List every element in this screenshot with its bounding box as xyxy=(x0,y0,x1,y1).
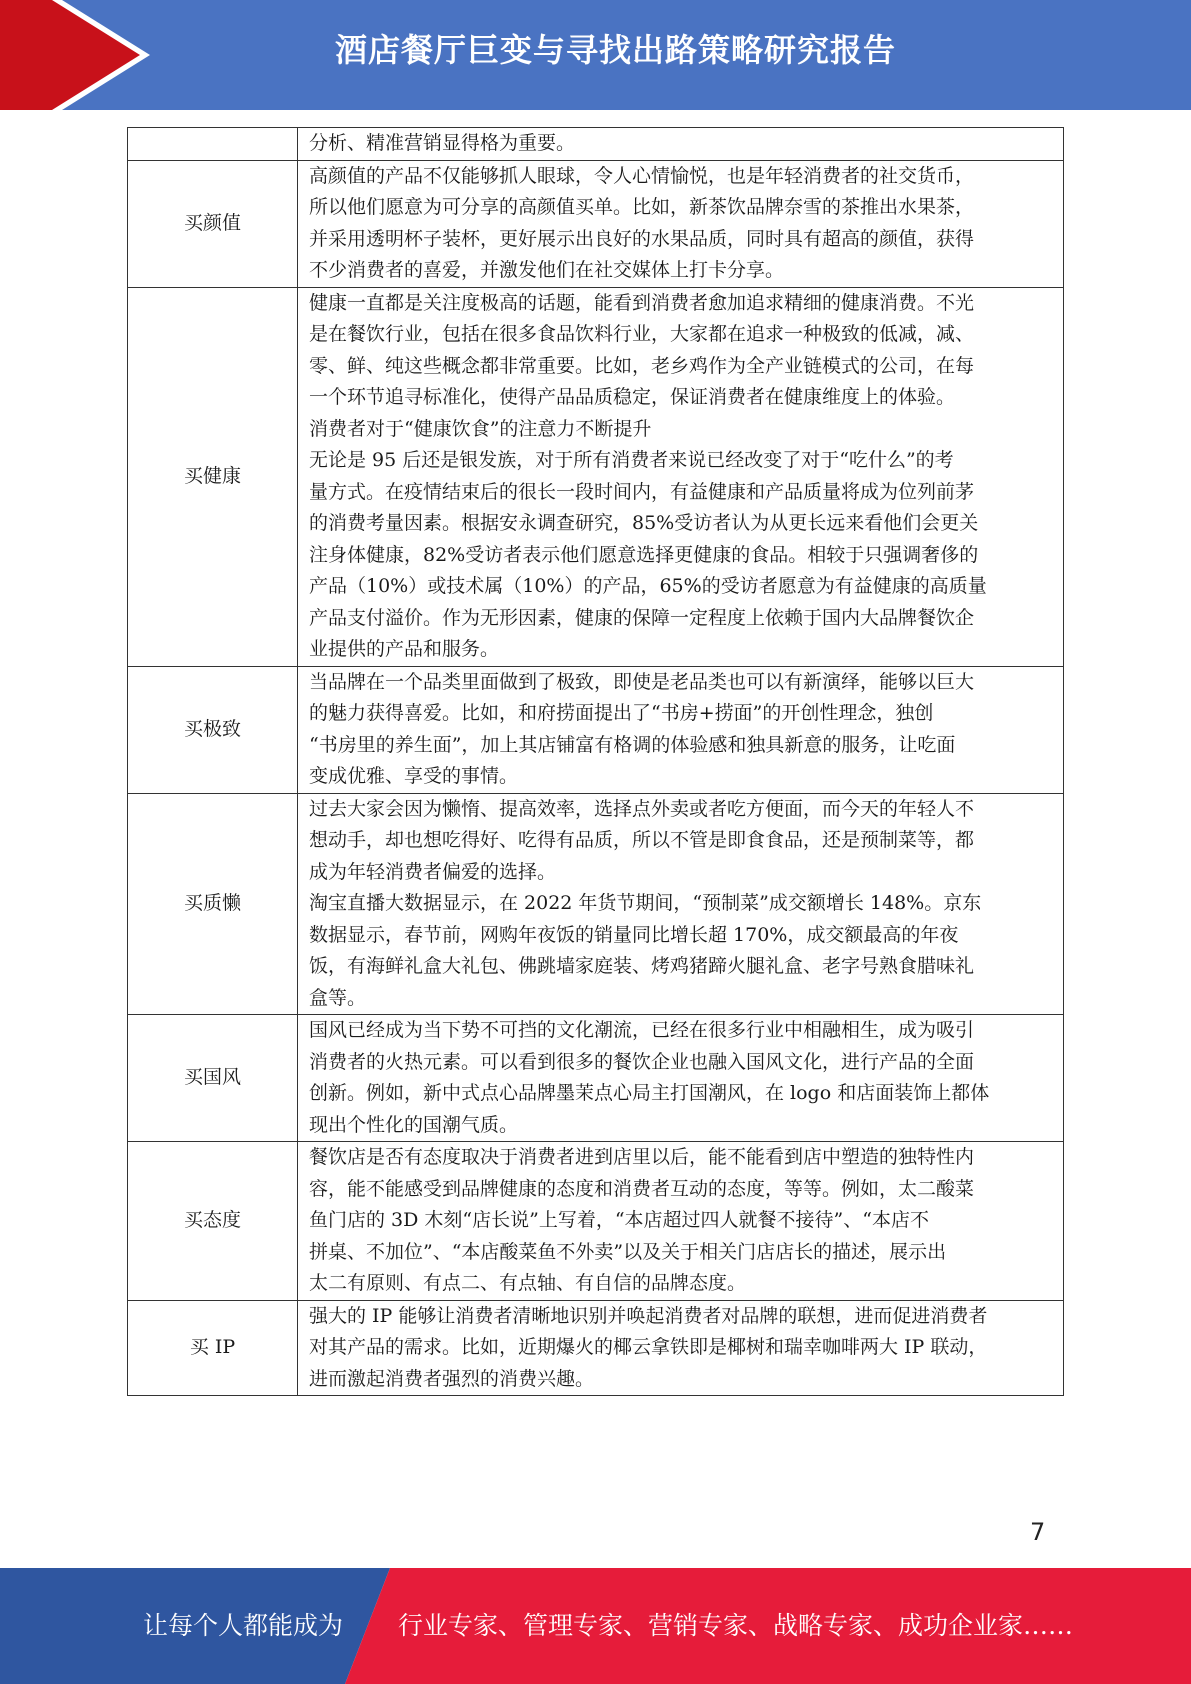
description-cell xyxy=(298,666,1064,793)
table-row xyxy=(128,287,1064,666)
footer-slogan-right: 行业专家、管理专家、营销专家、战略专家、成功企业家…… xyxy=(398,1611,1074,1640)
description-line: 数据显示，春节前，网购年夜饭的销量同比增长超 170%，成交额最高的年夜 xyxy=(309,923,959,946)
description-line: 容，能不能感受到品牌健康的态度和消费者互动的态度，等等。例如，太二酸菜 xyxy=(309,1177,975,1200)
page-footer xyxy=(0,1568,1191,1684)
description-line: 消费者对于“健康饮食”的注意力不断提升 xyxy=(309,417,652,440)
description-line: 不少消费者的喜爱，并激发他们在社交媒体上打卡分享。 xyxy=(309,259,785,281)
footer-slogan-left: 让每个人都能成为 xyxy=(143,1611,344,1640)
description-cell xyxy=(298,1300,1064,1396)
description-line: 所以他们愿意为可分享的高颜值买单。比如，新茶饮品牌奈雪的茶推出水果茶， xyxy=(309,196,975,218)
table-row xyxy=(128,128,1064,161)
description-cell xyxy=(298,1142,1064,1301)
description-cell xyxy=(298,1015,1064,1142)
page-number: 7 xyxy=(1030,1518,1046,1546)
description-cell xyxy=(298,287,1064,666)
category-cell: 买态度 xyxy=(128,1142,298,1301)
table-row xyxy=(128,1300,1064,1396)
report-title: 酒店餐厅巨变与寻找出路策略研究报告 xyxy=(334,31,896,69)
description-line: 一个环节追寻标准化，使得产品品质稳定，保证消费者在健康维度上的体验。 xyxy=(309,386,956,408)
description-line: 对其产品的需求。比如，近期爆火的椰云拿铁即是椰树和瑞幸咖啡两大 IP 联动， xyxy=(309,1336,988,1358)
description-line: 想动手，却也想吃得好、吃得有品质，所以不管是即食食品，还是预制菜等，都 xyxy=(309,829,975,851)
description-line: 高颜值的产品不仅能够抓人眼球，令人心情愉悦，也是年轻消费者的社交货币， xyxy=(309,164,975,187)
description-line: 变成优雅、享受的事情。 xyxy=(309,765,519,787)
description-cell xyxy=(298,128,1064,161)
page-header xyxy=(0,0,1191,110)
description-line: 业提供的产品和服务。 xyxy=(309,638,500,660)
description-line: 现出个性化的国潮气质。 xyxy=(309,1113,519,1136)
description-line: 当品牌在一个品类里面做到了极致，即使是老品类也可以有新演绎，能够以巨大 xyxy=(309,670,975,693)
description-line: 量方式。在疫情结束后的很长一段时间内，有益健康和产品质量将成为位列前茅 xyxy=(309,480,975,503)
category-cell xyxy=(128,128,298,161)
description-line: 盒等。 xyxy=(309,986,367,1009)
consumption-trends-table xyxy=(127,127,1064,1396)
description-line: 餐饮店是否有态度取决于消费者进到店里以后，能不能看到店中塑造的独特性内 xyxy=(309,1146,975,1168)
description-line: 成为年轻消费者偏爱的选择。 xyxy=(309,860,557,883)
category-cell: 买质懒 xyxy=(128,793,298,1015)
description-line: 健康一直都是关注度极高的话题，能看到消费者愈加追求精细的健康消费。不光 xyxy=(309,291,975,314)
category-cell: 买健康 xyxy=(128,287,298,666)
table-row xyxy=(128,666,1064,793)
category-cell: 买颜值 xyxy=(128,160,298,287)
description-line: 消费者的火热元素。可以看到很多的餐饮企业也融入国风文化，进行产品的全面 xyxy=(309,1050,975,1073)
description-line: 太二有原则、有点二、有点轴、有自信的品牌态度。 xyxy=(309,1272,747,1294)
description-line: 无论是 95 后还是银发族，对于所有消费者来说已经改变了对于“吃什么”的考 xyxy=(309,449,954,471)
description-line: 的消费考量因素。根据安永调查研究，85%受访者认为从更长远来看他们会更关 xyxy=(309,512,979,534)
category-cell: 买国风 xyxy=(128,1015,298,1142)
description-line: 进而激起消费者强烈的消费兴趣。 xyxy=(309,1367,595,1390)
category-cell: 买极致 xyxy=(128,666,298,793)
description-line: 零、鲜、纯这些概念都非常重要。比如，老乡鸡作为全产业链模式的公司，在每 xyxy=(309,354,975,377)
description-cell xyxy=(298,160,1064,287)
description-line: 鱼门店的 3D 木刻“店长说”上写着，“本店超过四人就餐不接待”、“本店不 xyxy=(309,1209,929,1231)
description-line: 分析、精准营销显得格为重要。 xyxy=(309,132,576,154)
description-line: 饭，有海鲜礼盒大礼包、佛跳墙家庭装、烤鸡猪蹄火腿礼盒、老字号熟食腊味礼 xyxy=(309,955,975,977)
description-line: 产品（10%）或技术属（10%）的产品，65%的受访者愿意为有益健康的高质量 xyxy=(309,575,987,597)
table-row xyxy=(128,1142,1064,1301)
table-row xyxy=(128,160,1064,287)
description-line: “书房里的养生面”，加上其店铺富有格调的体验感和独具新意的服务，让吃面 xyxy=(309,733,956,756)
description-line: 过去大家会因为懒惰、提高效率，选择点外卖或者吃方便面，而今天的年轻人不 xyxy=(309,797,975,820)
table-row xyxy=(128,793,1064,1015)
category-cell: 买 IP xyxy=(128,1300,298,1396)
description-line: 创新。例如，新中式点心品牌墨茉点心局主打国潮风，在 logo 和店面装饰上都体 xyxy=(309,1082,990,1104)
description-line: 并采用透明杯子装杯，更好展示出良好的水果品质，同时具有超高的颜值，获得 xyxy=(309,227,975,250)
description-line: 注身体健康，82%受访者表示他们愿意选择更健康的食品。相较于只强调奢侈的 xyxy=(309,543,979,566)
description-line: 国风已经成为当下势不可挡的文化潮流，已经在很多行业中相融相生，成为吸引 xyxy=(309,1019,975,1041)
description-line: 淘宝直播大数据显示，在 2022 年货节期间，“预制菜”成交额增长 148%。京东 xyxy=(309,892,982,914)
table-row xyxy=(128,1015,1064,1142)
description-cell xyxy=(298,793,1064,1015)
description-line: 的魅力获得喜爱。比如，和府捞面提出了“书房+捞面”的开创性理念，独创 xyxy=(309,702,934,724)
description-line: 是在餐饮行业，包括在很多食品饮料行业，大家都在追求一种极致的低减，减、 xyxy=(309,323,975,345)
description-line: 拼桌、不加位”、“本店酸菜鱼不外卖”以及关于相关门店店长的描述，展示出 xyxy=(309,1240,947,1263)
description-line: 产品支付溢价。作为无形因素，健康的保障一定程度上依赖于国内大品牌餐饮企 xyxy=(309,606,975,629)
description-line: 强大的 IP 能够让消费者清晰地识别并唤起消费者对品牌的联想，进而促进消费者 xyxy=(309,1304,988,1327)
